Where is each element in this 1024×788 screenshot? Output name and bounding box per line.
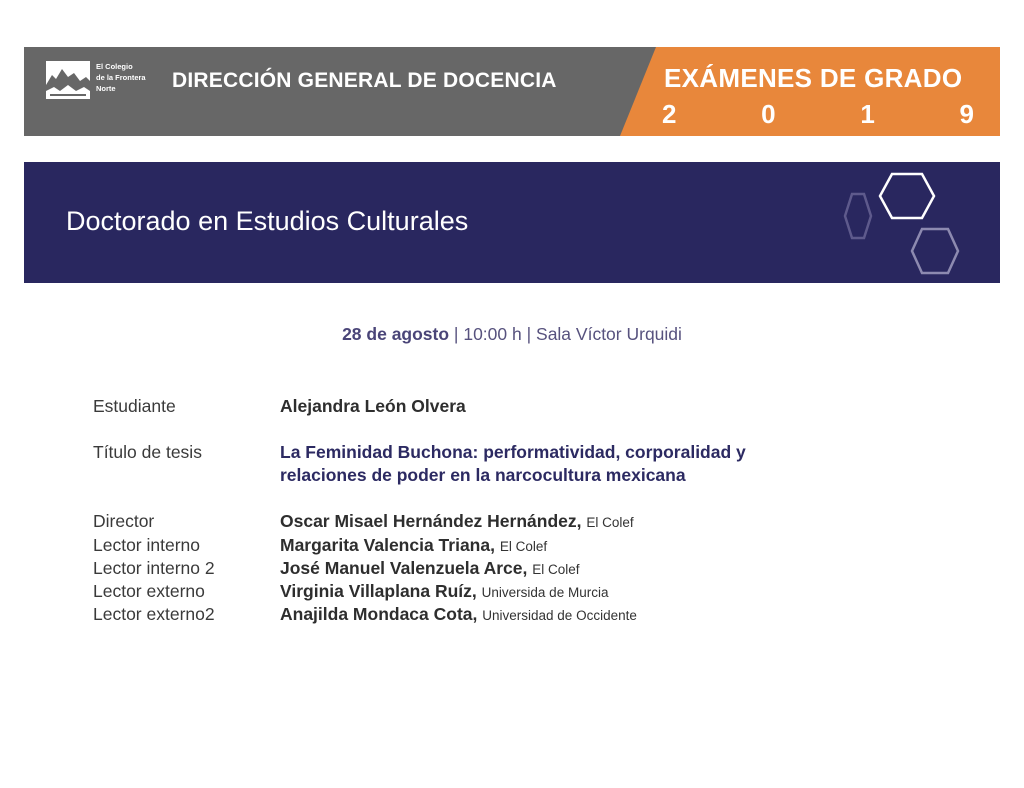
committee-affiliation: El Colef (499, 539, 548, 554)
committee-affiliation: El Colef (586, 515, 634, 530)
event-time: 10:00 h (463, 324, 522, 344)
colef-logo-mark-icon (46, 61, 90, 99)
year-digit: 0 (761, 99, 776, 129)
year-digit: 2 (662, 99, 677, 129)
committee-member (280, 510, 634, 534)
committee-member (280, 557, 580, 581)
committee-role: Lector externo (93, 581, 205, 601)
committee-role: Lector interno 2 (93, 558, 215, 578)
hexagon-decoration-icon (836, 168, 976, 280)
committee-role: Director (93, 511, 155, 531)
event-date: 28 de agosto (342, 324, 450, 344)
committee-name: Oscar Misael Hernández Hernández, (280, 511, 582, 531)
exam-year (662, 99, 974, 130)
year-digit: 1 (860, 99, 875, 129)
student-label: Estudiante (93, 396, 176, 416)
committee-name: Anajilda Mondaca Cota, (280, 604, 478, 624)
event-dateline (0, 324, 1024, 345)
committee-role: Lector interno (93, 535, 201, 555)
thesis-title-line2: relaciones de poder en la narcocultura mexicana (280, 465, 686, 485)
committee-affiliation: Universidad de Occidente (482, 608, 637, 623)
thesis-title-line1: La Feminidad Buchona: performatividad, corporalidad y (280, 442, 746, 462)
colef-logo (46, 61, 156, 101)
committee-member (280, 534, 547, 558)
header-banner (24, 47, 1000, 136)
thesis-label: Título de tesis (93, 442, 202, 462)
committee-affiliation: Universida de Murcia (481, 585, 609, 600)
committee-role: Lector externo2 (93, 604, 215, 624)
student-name: Alejandra León Olvera (280, 396, 466, 416)
program-title: Doctorado en Estudios Culturales (66, 206, 469, 236)
committee-name: Margarita Valencia Triana, (280, 535, 495, 555)
committee-affiliation: El Colef (532, 562, 580, 577)
event-room: Sala Víctor Urquidi (536, 324, 682, 344)
program-band (24, 162, 1000, 283)
separator: | (449, 324, 464, 344)
committee-name: Virginia Villaplana Ruíz, (280, 581, 477, 601)
committee-name: José Manuel Valenzuela Arce, (280, 558, 528, 578)
logo-text: El Colegio de la Frontera Norte (96, 62, 146, 93)
separator: | (521, 324, 537, 344)
year-digit: 9 (959, 99, 974, 129)
exams-title: EXÁMENES DE GRADO (664, 63, 963, 93)
committee-member (280, 603, 637, 627)
department-title: DIRECCIÓN GENERAL DE DOCENCIA (172, 69, 557, 92)
committee-member (280, 580, 608, 604)
